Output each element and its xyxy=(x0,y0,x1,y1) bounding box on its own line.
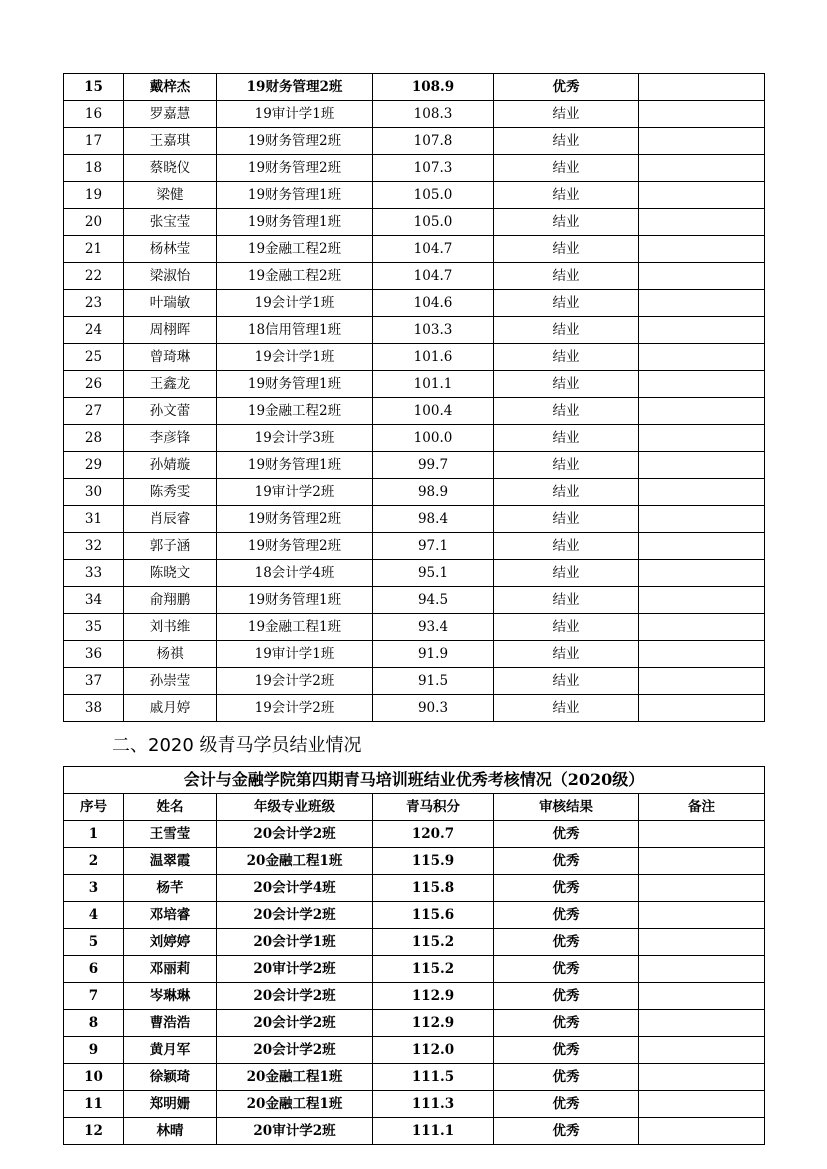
cell-result: 结业 xyxy=(494,236,639,263)
cell-note xyxy=(639,263,765,290)
cell-note xyxy=(639,236,765,263)
cell-class: 20会计学2班 xyxy=(217,902,373,929)
cell-result: 结业 xyxy=(494,182,639,209)
cell-name: 张宝莹 xyxy=(124,209,217,236)
cell-note xyxy=(639,317,765,344)
cell-score: 112.9 xyxy=(373,1010,494,1037)
cell-no: 5 xyxy=(64,929,124,956)
cell-note xyxy=(639,452,765,479)
cell-name: 叶瑞敏 xyxy=(124,290,217,317)
table-row xyxy=(64,695,765,722)
cell-no: 26 xyxy=(64,371,124,398)
cell-no: 36 xyxy=(64,641,124,668)
cell-class: 19财务管理2班 xyxy=(217,128,373,155)
cell-class: 19会计学1班 xyxy=(217,344,373,371)
cell-no: 1 xyxy=(64,821,124,848)
cell-class: 20会计学2班 xyxy=(217,1010,373,1037)
cell-no: 21 xyxy=(64,236,124,263)
cell-no: 4 xyxy=(64,902,124,929)
cell-result: 优秀 xyxy=(494,821,639,848)
cell-note xyxy=(639,560,765,587)
table-row xyxy=(64,1118,765,1145)
cell-name: 孙崇莹 xyxy=(124,668,217,695)
cell-name: 戚月婷 xyxy=(124,695,217,722)
cell-score: 105.0 xyxy=(373,209,494,236)
cell-no: 33 xyxy=(64,560,124,587)
cell-name: 梁健 xyxy=(124,182,217,209)
cell-no: 35 xyxy=(64,614,124,641)
cell-score: 101.6 xyxy=(373,344,494,371)
table-row xyxy=(64,236,765,263)
cell-result: 结业 xyxy=(494,560,639,587)
cell-note xyxy=(639,1064,765,1091)
cell-name: 孙文蕾 xyxy=(124,398,217,425)
cell-no: 9 xyxy=(64,1037,124,1064)
table-row xyxy=(64,74,765,101)
cell-class: 19审计学2班 xyxy=(217,479,373,506)
table-row xyxy=(64,506,765,533)
cell-name: 温翠霞 xyxy=(124,848,217,875)
cell-score: 111.5 xyxy=(373,1064,494,1091)
cell-note xyxy=(639,902,765,929)
cell-no: 23 xyxy=(64,290,124,317)
cell-score: 115.2 xyxy=(373,929,494,956)
cell-result: 结业 xyxy=(494,128,639,155)
table-row xyxy=(64,1037,765,1064)
table-row xyxy=(64,641,765,668)
table-row xyxy=(64,668,765,695)
table-row xyxy=(64,821,765,848)
cell-note xyxy=(639,128,765,155)
cell-result: 优秀 xyxy=(494,983,639,1010)
cell-result: 优秀 xyxy=(494,875,639,902)
cell-no: 34 xyxy=(64,587,124,614)
cell-no: 18 xyxy=(64,155,124,182)
cell-score: 112.9 xyxy=(373,983,494,1010)
section-heading: 二、2020 级青马学员结业情况 xyxy=(112,735,362,756)
cell-class: 18会计学4班 xyxy=(217,560,373,587)
cell-name: 李彦锋 xyxy=(124,425,217,452)
cell-name: 肖辰睿 xyxy=(124,506,217,533)
cell-class: 19财务管理1班 xyxy=(217,587,373,614)
cell-class: 20金融工程1班 xyxy=(217,848,373,875)
cell-result: 优秀 xyxy=(494,1037,639,1064)
cell-class: 19金融工程2班 xyxy=(217,263,373,290)
cell-name: 杨祺 xyxy=(124,641,217,668)
cell-note xyxy=(639,371,765,398)
cell-result: 优秀 xyxy=(494,1118,639,1145)
cell-score: 98.4 xyxy=(373,506,494,533)
cell-class: 20金融工程1班 xyxy=(217,1091,373,1118)
cell-score: 91.9 xyxy=(373,641,494,668)
table-row xyxy=(64,614,765,641)
cell-no: 2 xyxy=(64,848,124,875)
cell-note xyxy=(639,101,765,128)
table-row xyxy=(64,128,765,155)
cell-note xyxy=(639,425,765,452)
cell-score: 90.3 xyxy=(373,695,494,722)
cell-name: 郭子涵 xyxy=(124,533,217,560)
cell-score: 104.6 xyxy=(373,290,494,317)
cell-result: 优秀 xyxy=(494,74,639,101)
table-row xyxy=(64,344,765,371)
cell-score: 101.1 xyxy=(373,371,494,398)
cell-result: 优秀 xyxy=(494,929,639,956)
table-row xyxy=(64,182,765,209)
cell-class: 20审计学2班 xyxy=(217,1118,373,1145)
cell-result: 结业 xyxy=(494,695,639,722)
cell-no: 37 xyxy=(64,668,124,695)
cell-score: 111.3 xyxy=(373,1091,494,1118)
cell-score: 108.3 xyxy=(373,101,494,128)
cell-no: 24 xyxy=(64,317,124,344)
cell-score: 95.1 xyxy=(373,560,494,587)
cell-class: 19审计学1班 xyxy=(217,641,373,668)
cell-name: 杨芊 xyxy=(124,875,217,902)
cell-note xyxy=(639,209,765,236)
table-row xyxy=(64,1064,765,1091)
cell-name: 罗嘉慧 xyxy=(124,101,217,128)
cell-class: 19审计学1班 xyxy=(217,101,373,128)
cell-result: 结业 xyxy=(494,371,639,398)
cell-score: 94.5 xyxy=(373,587,494,614)
cell-no: 12 xyxy=(64,1118,124,1145)
table-row xyxy=(64,875,765,902)
cell-result: 结业 xyxy=(494,155,639,182)
cell-no: 30 xyxy=(64,479,124,506)
cell-result: 结业 xyxy=(494,317,639,344)
cell-name: 岑琳琳 xyxy=(124,983,217,1010)
header-result: 审核结果 xyxy=(494,794,639,821)
cell-class: 20会计学4班 xyxy=(217,875,373,902)
cell-score: 100.0 xyxy=(373,425,494,452)
cell-score: 115.6 xyxy=(373,902,494,929)
cell-name: 俞翔鹏 xyxy=(124,587,217,614)
cell-note xyxy=(639,1091,765,1118)
cell-score: 112.0 xyxy=(373,1037,494,1064)
cell-class: 19金融工程2班 xyxy=(217,236,373,263)
cell-note xyxy=(639,983,765,1010)
cell-name: 曹浩浩 xyxy=(124,1010,217,1037)
cell-note xyxy=(639,74,765,101)
cell-score: 98.9 xyxy=(373,479,494,506)
cell-name: 蔡晓仪 xyxy=(124,155,217,182)
cell-name: 王鑫龙 xyxy=(124,371,217,398)
cell-name: 陈秀雯 xyxy=(124,479,217,506)
cell-name: 王嘉琪 xyxy=(124,128,217,155)
cell-name: 孙婧璇 xyxy=(124,452,217,479)
cell-result: 结业 xyxy=(494,452,639,479)
cell-score: 103.3 xyxy=(373,317,494,344)
cell-note xyxy=(639,695,765,722)
table-title: 会计与金融学院第四期青马培训班结业优秀考核情况（2020级） xyxy=(64,767,765,794)
cell-name: 刘婷婷 xyxy=(124,929,217,956)
table-row xyxy=(64,425,765,452)
cell-class: 20会计学1班 xyxy=(217,929,373,956)
table-row xyxy=(64,479,765,506)
cell-no: 3 xyxy=(64,875,124,902)
cell-no: 32 xyxy=(64,533,124,560)
cell-note xyxy=(639,641,765,668)
cell-result: 结业 xyxy=(494,344,639,371)
table-row xyxy=(64,155,765,182)
cell-no: 10 xyxy=(64,1064,124,1091)
cell-result: 优秀 xyxy=(494,956,639,983)
cell-no: 22 xyxy=(64,263,124,290)
cell-no: 16 xyxy=(64,101,124,128)
cell-result: 结业 xyxy=(494,641,639,668)
cell-result: 优秀 xyxy=(494,1064,639,1091)
cell-score: 107.8 xyxy=(373,128,494,155)
cell-class: 19财务管理2班 xyxy=(217,155,373,182)
cell-name: 邓培睿 xyxy=(124,902,217,929)
table-row xyxy=(64,533,765,560)
table-row xyxy=(64,560,765,587)
table-row xyxy=(64,1010,765,1037)
cell-name: 邓丽莉 xyxy=(124,956,217,983)
cell-score: 91.5 xyxy=(373,668,494,695)
cell-score: 107.3 xyxy=(373,155,494,182)
cell-name: 梁淑怡 xyxy=(124,263,217,290)
cell-result: 结业 xyxy=(494,290,639,317)
table-row xyxy=(64,263,765,290)
cell-no: 29 xyxy=(64,452,124,479)
cell-name: 周栩晖 xyxy=(124,317,217,344)
cell-name: 杨林莹 xyxy=(124,236,217,263)
cell-class: 19财务管理2班 xyxy=(217,74,373,101)
cell-class: 19金融工程2班 xyxy=(217,398,373,425)
cell-note xyxy=(639,398,765,425)
cell-note xyxy=(639,1118,765,1145)
cell-result: 结业 xyxy=(494,398,639,425)
cell-class: 19会计学3班 xyxy=(217,425,373,452)
cell-class: 20会计学2班 xyxy=(217,1037,373,1064)
cell-note xyxy=(639,506,765,533)
table-row xyxy=(64,290,765,317)
cell-note xyxy=(639,1010,765,1037)
table-title-row xyxy=(64,767,765,794)
cell-name: 陈晓文 xyxy=(124,560,217,587)
cell-note xyxy=(639,929,765,956)
cell-no: 31 xyxy=(64,506,124,533)
cell-note xyxy=(639,290,765,317)
cell-name: 曾琦琳 xyxy=(124,344,217,371)
table-row xyxy=(64,848,765,875)
cell-no: 20 xyxy=(64,209,124,236)
cell-note xyxy=(639,533,765,560)
header-note: 备注 xyxy=(639,794,765,821)
cell-name: 王雪莹 xyxy=(124,821,217,848)
cell-note xyxy=(639,956,765,983)
cell-name: 刘书维 xyxy=(124,614,217,641)
cell-result: 结业 xyxy=(494,587,639,614)
cell-class: 20审计学2班 xyxy=(217,956,373,983)
cell-result: 结业 xyxy=(494,263,639,290)
cell-name: 戴梓杰 xyxy=(124,74,217,101)
table-row xyxy=(64,587,765,614)
table-row xyxy=(64,929,765,956)
cell-name: 黄月军 xyxy=(124,1037,217,1064)
cell-no: 7 xyxy=(64,983,124,1010)
cell-score: 104.7 xyxy=(373,236,494,263)
cell-class: 19会计学1班 xyxy=(217,290,373,317)
cell-no: 8 xyxy=(64,1010,124,1037)
cell-class: 19财务管理2班 xyxy=(217,533,373,560)
table-row xyxy=(64,1091,765,1118)
cell-score: 99.7 xyxy=(373,452,494,479)
cell-class: 19会计学2班 xyxy=(217,668,373,695)
cell-score: 108.9 xyxy=(373,74,494,101)
cell-result: 结业 xyxy=(494,533,639,560)
cell-result: 结业 xyxy=(494,668,639,695)
header-name: 姓名 xyxy=(124,794,217,821)
cell-note xyxy=(639,848,765,875)
cell-score: 115.2 xyxy=(373,956,494,983)
header-no: 序号 xyxy=(64,794,124,821)
cell-score: 115.9 xyxy=(373,848,494,875)
table-row xyxy=(64,956,765,983)
cell-class: 19金融工程1班 xyxy=(217,614,373,641)
continued-results-table xyxy=(63,73,765,722)
cell-note xyxy=(639,821,765,848)
cell-note xyxy=(639,182,765,209)
cell-class: 19财务管理2班 xyxy=(217,506,373,533)
cell-class: 20会计学2班 xyxy=(217,821,373,848)
cell-note xyxy=(639,668,765,695)
cell-note xyxy=(639,875,765,902)
table-row xyxy=(64,452,765,479)
cell-name: 郑明姗 xyxy=(124,1091,217,1118)
cell-no: 25 xyxy=(64,344,124,371)
cell-class: 19财务管理1班 xyxy=(217,209,373,236)
cell-class: 18信用管理1班 xyxy=(217,317,373,344)
cell-score: 105.0 xyxy=(373,182,494,209)
cell-score: 115.8 xyxy=(373,875,494,902)
excellence-assessment-table xyxy=(63,766,765,1145)
cell-result: 优秀 xyxy=(494,902,639,929)
table-header-row xyxy=(64,794,765,821)
cell-result: 结业 xyxy=(494,506,639,533)
cell-no: 15 xyxy=(64,74,124,101)
cell-note xyxy=(639,155,765,182)
cell-result: 结业 xyxy=(494,101,639,128)
cell-result: 优秀 xyxy=(494,1010,639,1037)
cell-note xyxy=(639,344,765,371)
table-row xyxy=(64,398,765,425)
cell-result: 结业 xyxy=(494,209,639,236)
cell-class: 19会计学2班 xyxy=(217,695,373,722)
table-row xyxy=(64,101,765,128)
cell-no: 11 xyxy=(64,1091,124,1118)
header-class: 年级专业班级 xyxy=(217,794,373,821)
cell-result: 优秀 xyxy=(494,1091,639,1118)
cell-score: 93.4 xyxy=(373,614,494,641)
cell-score: 111.1 xyxy=(373,1118,494,1145)
cell-score: 97.1 xyxy=(373,533,494,560)
cell-class: 20会计学2班 xyxy=(217,983,373,1010)
table-row xyxy=(64,371,765,398)
cell-no: 19 xyxy=(64,182,124,209)
cell-class: 19财务管理1班 xyxy=(217,371,373,398)
table-row xyxy=(64,983,765,1010)
cell-no: 28 xyxy=(64,425,124,452)
cell-score: 120.7 xyxy=(373,821,494,848)
cell-class: 19财务管理1班 xyxy=(217,182,373,209)
cell-no: 27 xyxy=(64,398,124,425)
table-row xyxy=(64,902,765,929)
header-score: 青马积分 xyxy=(373,794,494,821)
cell-class: 19财务管理1班 xyxy=(217,452,373,479)
cell-note xyxy=(639,614,765,641)
cell-score: 100.4 xyxy=(373,398,494,425)
cell-note xyxy=(639,479,765,506)
cell-no: 17 xyxy=(64,128,124,155)
cell-result: 结业 xyxy=(494,614,639,641)
table-row xyxy=(64,209,765,236)
cell-result: 结业 xyxy=(494,425,639,452)
cell-no: 38 xyxy=(64,695,124,722)
table-row xyxy=(64,317,765,344)
cell-class: 20金融工程1班 xyxy=(217,1064,373,1091)
cell-name: 徐颖琦 xyxy=(124,1064,217,1091)
cell-no: 6 xyxy=(64,956,124,983)
cell-note xyxy=(639,587,765,614)
cell-note xyxy=(639,1037,765,1064)
cell-name: 林晴 xyxy=(124,1118,217,1145)
cell-result: 结业 xyxy=(494,479,639,506)
cell-result: 优秀 xyxy=(494,848,639,875)
cell-score: 104.7 xyxy=(373,263,494,290)
